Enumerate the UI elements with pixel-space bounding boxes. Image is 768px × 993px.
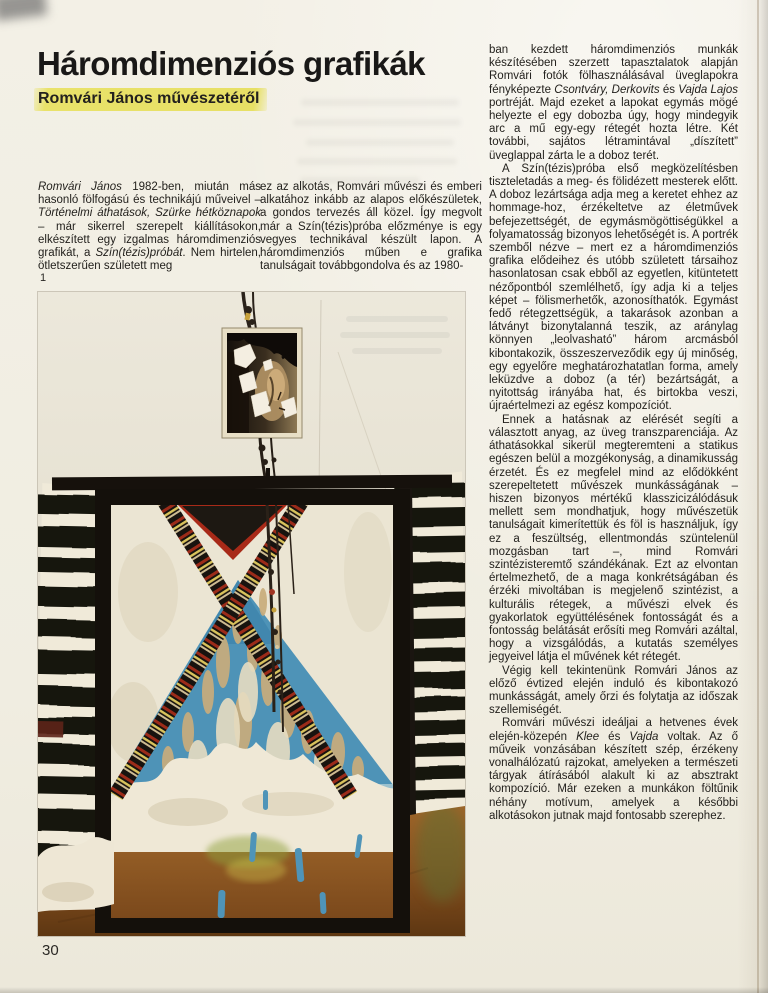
bleed-through-mark: [297, 158, 457, 165]
intro-column-2: ez az alkotás, Romvári művészi és emberi alkatához inkább az alapos előkészületek, a gondos tervezés áll közel. Így megvolt már a Szín(tézis)próba előzménye is egy vegyes technikával készült lapon. A háromdimenziós műben e grafika tanulságait továbbgondolva és az 1980-: [260, 181, 482, 273]
bleed-through-mark: [306, 139, 454, 146]
intro-column-1: Romvári János 1982-ben, miután más hasonló fölfogású és technikájú műveivel – Történelmi áthatások, Szürke hétköznapok – már sikerrel szerepelt kiállításokon, elkészített egy izgalmas háromdimenziós grafikát, a Szín(tézis)próbát. Nem hirtelen, ötletszerűen született meg: [38, 181, 262, 273]
bleed-through-mark: [340, 316, 450, 354]
hook: [266, 468, 270, 478]
hanging-portrait: [222, 328, 302, 438]
yellow-smudge: [226, 858, 286, 882]
scan-corner-shade: [0, 0, 47, 21]
bleed-through-mark: [301, 99, 459, 106]
article-subtitle: Romvári János művészetéről: [34, 88, 267, 111]
paragraph: Romvári művészi ideáljai a hetvenes évek elején-közepén Klee és Vajda voltak. Az ő műveik vonzásában készített szép, érzékeny vonalhálózatú rajzokat, amelyeken a természeti tárgyak átírásából alakult ki az absztrakt kompozíció. Már ezeken a munkákon föltűnik néhány motívum, amelyek a későbbi alkotásokon jutnak majd fontosabb szerephez.: [489, 717, 738, 822]
foam-spill-left: [38, 837, 114, 912]
page-bottom-shadow: [0, 987, 768, 993]
paragraph: Ennek a hatásnak az elérését segíti a választott anyag, az üveg transzparenciája. Az áthatásokkal sikerül megteremteni a statikus egészen belül a mozgékonyság, a dinamikusság érzetét. És ez megfelel mind az elődökként szerepeltetett művészek munkásságának – hiszen bizonyos mértékű klasszicizálódásuk mellett sem mondhatjuk, hogy művészetük tanulságait kimerítettük és föl is használjuk, így ez a feszültség, ellentmondás szüntelenül mozgásban tart –, mind Romvári szintézisteremtő szándékának. Ezt az elvontan értelmezhető, de a maga konkrétságában és érzéki mivoltában is megjelenő szintézist, a kulturális rétegek, a művészi elvek és gyakorlatok együttélésének fontosságát és a fontosság belátását erősíti meg Romvári azáltal, hogy a vizsgálódás, a kutatás személyes jegyeivel látja el művének két rétegét.: [489, 413, 738, 664]
artwork-interior: [107, 494, 400, 920]
article-title: Háromdimenziós grafikák: [37, 45, 425, 82]
paragraph: Végig kell tekintenünk Romvári János az előző évtized elején induló és kibontakozó munkásságát, amely őrzi és folytatja az időszak szellemiségét.: [489, 664, 738, 717]
article-subtitle-row: [34, 88, 267, 111]
bleed-through-mark: [293, 119, 461, 126]
paragraph: A Szín(tézis)próba első megközelítésben tiszteletadás a meg- és fölidézett mesterek előtt. A doboz lezártsága adja meg a keretet ehhez az hommage-hoz, érzékeltetve az életművek befejezettségét, de egymásmögöttiségükkel a folyamatosság bizonyos lehetőségét is. A portrék szemből nézve – mert ez a háromdimenziós grafika elődeihez és utóbb született társaihoz hasonlatosan csak ebből az egyetlen, kitüntetett nézőpontból szemlélhető, így adja ki a teljes képet – fölismerhetők, azonosíthatók. Egymást fedő rétegzettségük, a takarások azonban a látványt bizonytalanná teszik, az aránylag könnyen „leolvasható” három arcmásból kibontakozik, összeszerveződik egy új minőség, egy egyelőre meghatározhatatlan forma, amely leküzdve a doboz (a tér) bezártságát, a nyitottság irányába hat, és birtokba veszi, újraértelmezi az egész kompozíciót.: [489, 162, 738, 413]
page-number: 30: [42, 942, 59, 959]
right-column: [489, 44, 738, 823]
artwork-installation-photo: [38, 292, 465, 936]
page-edge-shadow: [759, 0, 768, 993]
figure-photo-artwork: [38, 292, 465, 936]
figure-number: 1: [40, 272, 47, 284]
paragraph: ban kezdett háromdimenziós munkák készítésében szerzett tapasztalatok alapján Romvári fotók fölhasználásával üveglapokra fényképezte Csontváry, Derkovits és Vajda Lajos portréját. Majd ezeket a lapokat egymás mögé helyezte el egy dobozba úgy, hogy mindegyik arc a mű egy-egy rétegét hozta létre. Két további, sajátos létramintával „díszített” üveglappal zárta le a doboz terét.: [489, 44, 738, 162]
